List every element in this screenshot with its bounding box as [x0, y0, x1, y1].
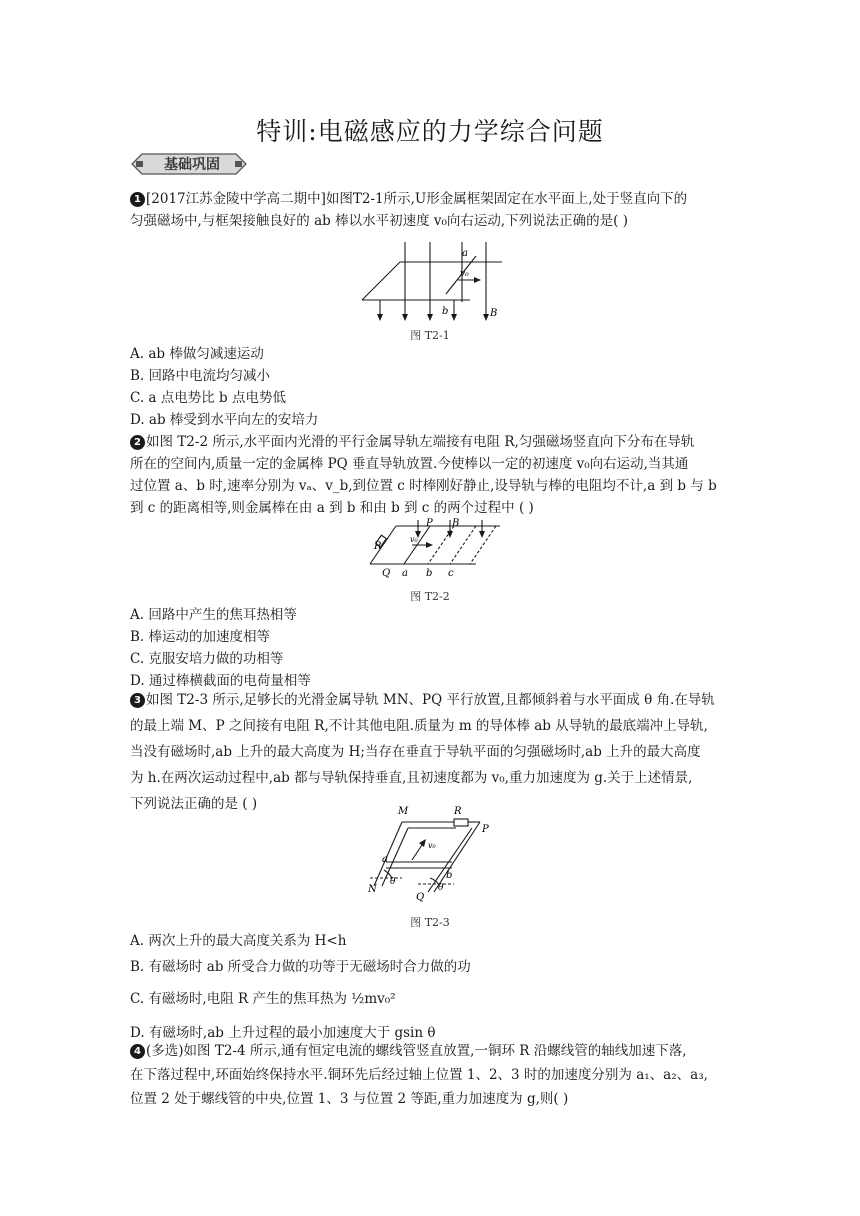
q3-line1: 3 如图 T2-3 所示,足够长的光滑金属导轨 MN、PQ 平行放置,且都倾斜着与水平面成 θ 角.在导轨: [130, 689, 715, 711]
fig1-label-B: B: [490, 308, 498, 319]
q2-line1: 2 如图 T2-2 所示,水平面内光滑的平行金属导轨左端接有电阻 R,匀强磁场竖直向下分布在导轨: [130, 431, 694, 453]
fig3-label-theta-2: θ: [438, 883, 444, 893]
figure-t2-2: [360, 516, 510, 580]
page-title: 特训:电磁感应的力学综合问题: [256, 117, 604, 146]
q3-option-a: A. 两次上升的最大高度关系为 H<h: [130, 933, 347, 949]
fig2-label-R: R: [374, 541, 382, 552]
q4-line1: 4 (多选)如图 T2-4 所示,通有恒定电流的螺线管竖直放置,一铜环 R 沿螺线管的轴线加速下落,: [130, 1040, 686, 1062]
fig3-label-theta-1: θ: [390, 877, 396, 887]
q3-line2: 的最上端 M、P 之间接有电阻 R,不计其他电阻.质量为 m 的导体棒 ab 从导轨的最底端冲上导轨,: [130, 718, 708, 734]
q3-number: 3: [130, 693, 145, 708]
q1-line2: 匀强磁场中,与框架接触良好的 ab 棒以水平初速度 v₀向右运动,下列说法正确的是( ): [130, 213, 629, 229]
fig3-label-a: a: [382, 854, 388, 865]
fig2-label-v0: v₀: [410, 535, 418, 544]
fig3-caption: 图 T2-3: [410, 916, 450, 929]
fig3-label-b: b: [446, 870, 453, 881]
figure-t2-1: [350, 240, 510, 322]
q1-option-b: B. 回路中电流均匀减小: [130, 368, 271, 384]
q3-option-c: C. 有磁场时,电阻 R 产生的焦耳热为 ½mv₀²: [130, 991, 396, 1007]
fig1-label-b: b: [442, 306, 449, 317]
fig3-label-Q: Q: [416, 892, 425, 903]
q4-line3: 位置 2 处于螺线管的中央,位置 1、3 与位置 2 等距,重力加速度为 g,则( ): [130, 1091, 569, 1107]
q2-option-d: D. 通过棒横截面的电荷量相等: [130, 673, 311, 689]
fig2-label-a: a: [402, 568, 408, 579]
q2-line2: 所在的空间内,质量一定的金属棒 PQ 垂直导轨放置.今使棒以一定的初速度 v₀向右运动,当其通: [130, 456, 689, 472]
q4-line2: 在下落过程中,环面始终保持水平.铜环先后经过轴上位置 1、2、3 时的加速度分别为 a₁、a₂、a₃,: [130, 1067, 708, 1083]
q3-line4: 为 h.在两次运动过程中,ab 都与导轨保持垂直,且初速度都为 v₀,重力加速度为 g.关于上述情景,: [130, 770, 693, 786]
fig3-label-M: M: [398, 806, 409, 817]
q3-line5: 下列说法正确的是 ( ): [130, 796, 258, 812]
q2-option-c: C. 克服安培力做的功相等: [130, 651, 284, 667]
q3-line3: 当没有磁场时,ab 上升的最大高度为 H;当存在垂直于导轨平面的匀强磁场时,ab 上升的最大高度: [130, 744, 701, 760]
q1-line1: 1 [2017江苏金陵中学高二期中]如图T2-1所示,U形金属框架固定在水平面上,处于竖直向下的: [130, 188, 687, 210]
q3-option-d: D. 有磁场时,ab 上升过程的最小加速度大于 gsin θ: [130, 1025, 436, 1041]
fig3-label-P: P: [482, 824, 489, 835]
fig3-label-R: R: [454, 806, 462, 817]
q2-option-b: B. 棒运动的加速度相等: [130, 629, 271, 645]
fig1-caption: 图 T2-1: [410, 329, 450, 342]
fig2-label-b: b: [426, 568, 433, 579]
fig2-label-P: P: [426, 518, 433, 529]
section-badge: [130, 152, 248, 176]
q1-option-d: D. ab 棒受到水平向左的安培力: [130, 412, 319, 428]
q4-number: 4: [130, 1044, 145, 1059]
q2-option-a: A. 回路中产生的焦耳热相等: [130, 607, 297, 623]
fig3-label-N: N: [368, 884, 377, 895]
fig1-label-a: a: [462, 248, 468, 259]
figure-t2-3: [368, 800, 498, 908]
fig2-label-c: c: [448, 568, 454, 579]
q1-option-a: A. ab 棒做匀减速运动: [130, 346, 264, 362]
q2-line4: 到 c 的距离相等,则金属棒在由 a 到 b 和由 b 到 c 的两个过程中 ( ): [130, 500, 534, 516]
fig2-caption: 图 T2-2: [410, 590, 450, 603]
badge-label: 基础巩固: [164, 157, 220, 173]
q1-option-c: C. a 点电势比 b 点电势低: [130, 390, 286, 406]
fig2-label-Q: Q: [382, 568, 391, 579]
fig3-label-v0: v₀: [428, 841, 436, 850]
q2-number: 2: [130, 435, 145, 450]
q3-option-b: B. 有磁场时 ab 所受合力做的功等于无磁场时合力做的功: [130, 959, 471, 975]
fig2-label-B: B: [452, 518, 460, 529]
fig1-label-v0: v₀: [460, 269, 469, 279]
q1-number: 1: [130, 192, 145, 207]
q2-line3: 过位置 a、b 时,速率分别为 vₐ、v_b,到位置 c 时棒刚好静止,设导轨与棒的电阻均不计,a 到 b 与 b: [130, 478, 717, 494]
